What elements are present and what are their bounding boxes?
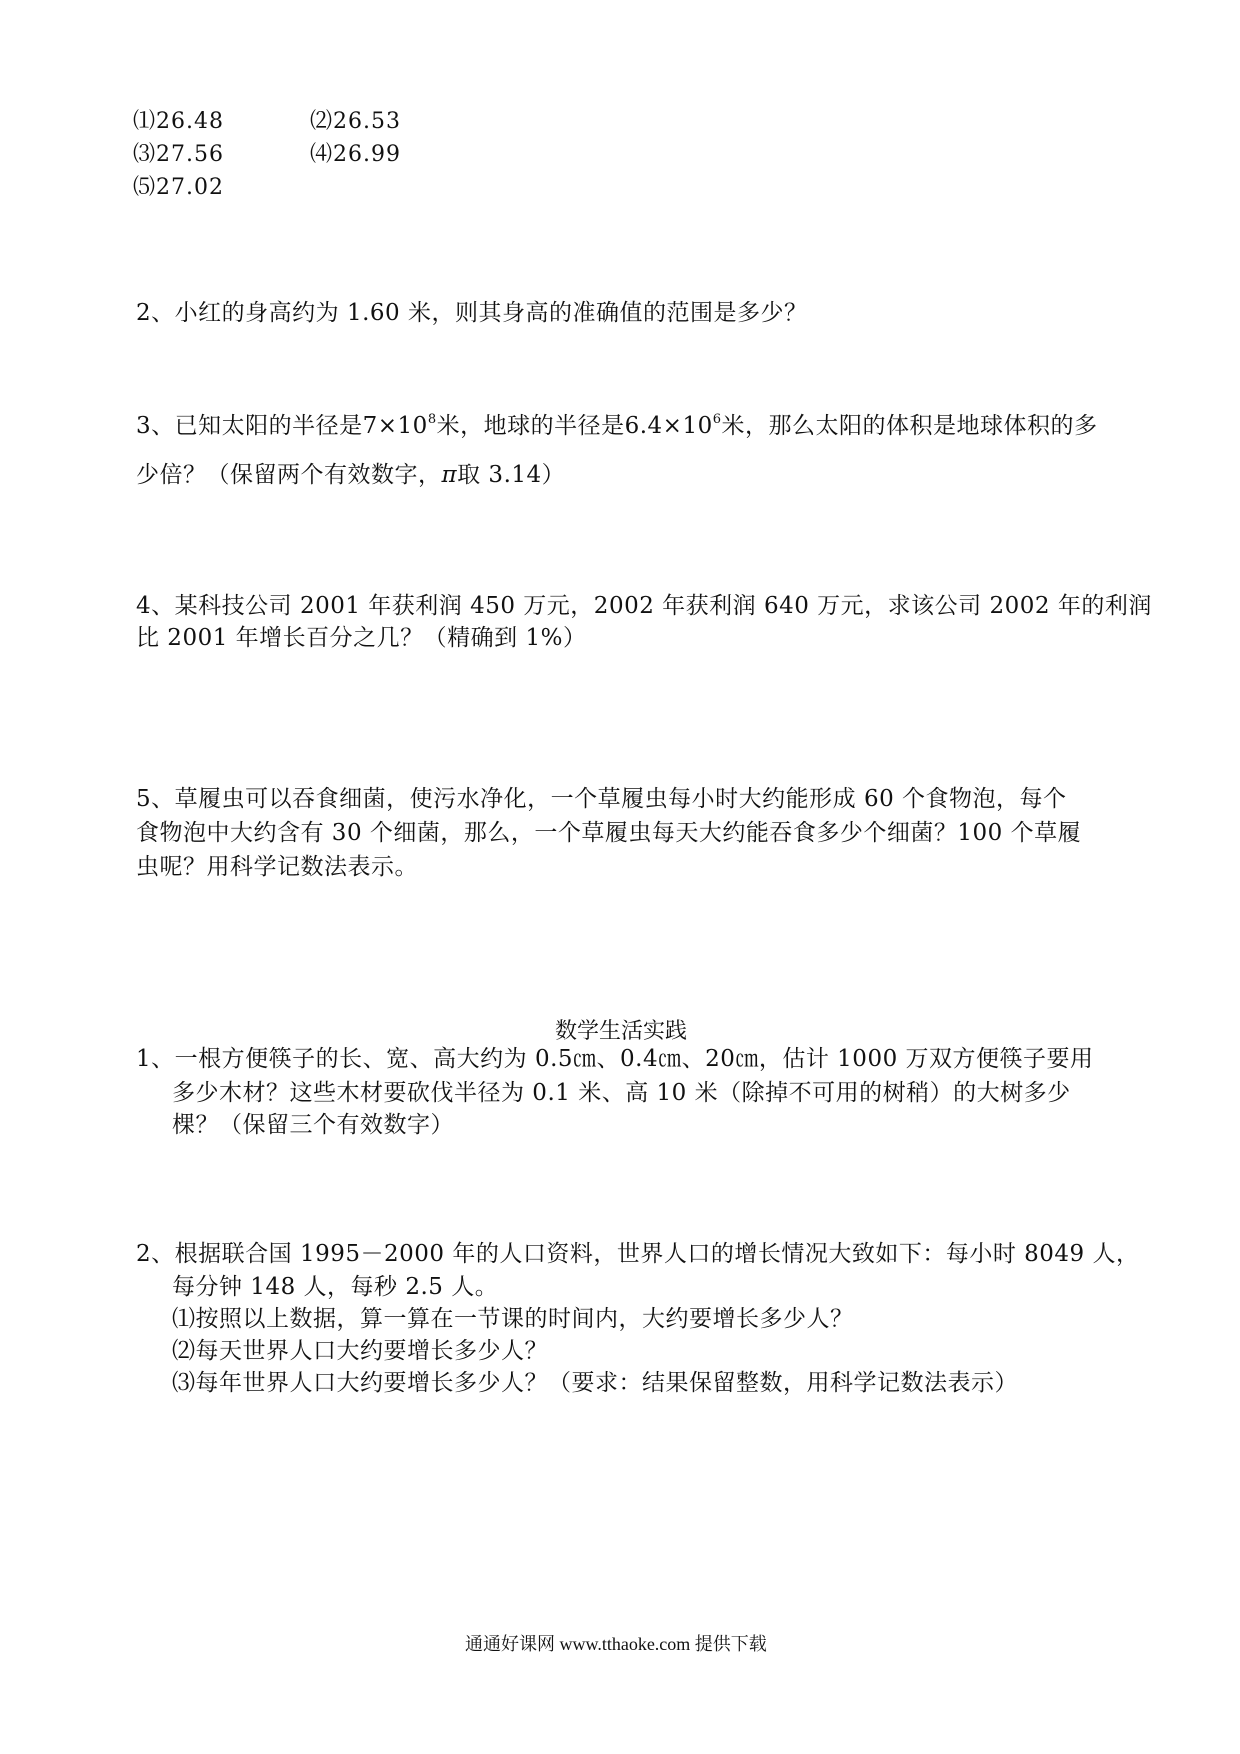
- practice-2-line-1: 2、根据联合国 1995－2000 年的人口资料，世界人口的增长情况大致如下：每小时 8049 人，: [136, 1241, 1140, 1267]
- question-3-line-2: [136, 464, 565, 487]
- practice-2-sub-1: ⑴按照以上数据，算一算在一节课的时间内，大约要增长多少人？: [172, 1306, 854, 1332]
- practice-2-sub-2: ⑵每天世界人口大约要增长多少人？: [172, 1338, 548, 1364]
- practice-1-line-3: 棵？（保留三个有效数字）: [172, 1112, 454, 1138]
- option-1: ⑴26.48: [133, 109, 224, 134]
- earth-radius-exponent: 6: [712, 412, 722, 427]
- question-4-line-2: 比 2001 年增长百分之几？（精确到 1%）: [136, 625, 587, 651]
- question-3-text-c: 米，那么太阳的体积是地球体积的多: [721, 413, 1098, 439]
- question-3-text-d: 少倍？（保留两个有效数字，: [136, 462, 442, 488]
- option-2: ⑵26.53: [310, 109, 401, 134]
- sun-radius: [363, 413, 437, 439]
- question-5-line-2: 食物泡中大约含有 30 个细菌，那么，一个草履虫每天大约能吞食多少个细菌？100 个草履: [136, 820, 1082, 846]
- section-title: 数学生活实践: [555, 1019, 688, 1044]
- question-2: 2、小红的身高约为 1.60 米，则其身高的准确值的范围是多少？: [136, 300, 808, 326]
- practice-1-line-1: 1、一根方便筷子的长、宽、高大约为 0.5㎝、0.4㎝、20㎝，估计 1000 万双方便筷子要用: [136, 1046, 1094, 1072]
- question-3-text-b: 米，地球的半径是: [436, 413, 625, 439]
- option-5: ⑸27.02: [133, 175, 224, 200]
- page-footer: 通通好课网 www.tthaoke.com 提供下载: [465, 1634, 767, 1654]
- practice-2-sub-3: ⑶每年世界人口大约要增长多少人？（要求：结果保留整数，用科学记数法表示）: [172, 1370, 1018, 1396]
- practice-2-line-2: 每分钟 148 人，每秒 2.5 人。: [172, 1274, 499, 1300]
- sun-radius-base: 7×10: [362, 413, 428, 439]
- option-4: ⑷26.99: [310, 142, 401, 167]
- question-5-line-1: 5、草履虫可以吞食细菌，使污水净化，一个草履虫每小时大约能形成 60 个食物泡，每个: [136, 786, 1067, 812]
- question-5-line-3: 虫呢？用科学记数法表示。: [136, 854, 418, 880]
- earth-radius-base: 6.4×10: [624, 413, 713, 439]
- sun-radius-exponent: 8: [427, 412, 437, 427]
- pi-symbol: π: [441, 462, 458, 488]
- practice-1-line-2: 多少木材？这些木材要砍伐半径为 0.1 米、高 10 米（除掉不可用的树稍）的大树多少: [172, 1080, 1071, 1106]
- earth-radius: [625, 413, 722, 439]
- question-4-line-1: 4、某科技公司 2001 年获利润 450 万元，2002 年获利润 640 万元，求该公司 2002 年的利润: [136, 593, 1152, 619]
- question-3-text-e: 取 3.14）: [457, 462, 566, 488]
- question-3-line-1: [136, 412, 1098, 439]
- question-3-text-a: 3、已知太阳的半径是: [136, 413, 363, 439]
- option-3: ⑶27.56: [133, 142, 224, 167]
